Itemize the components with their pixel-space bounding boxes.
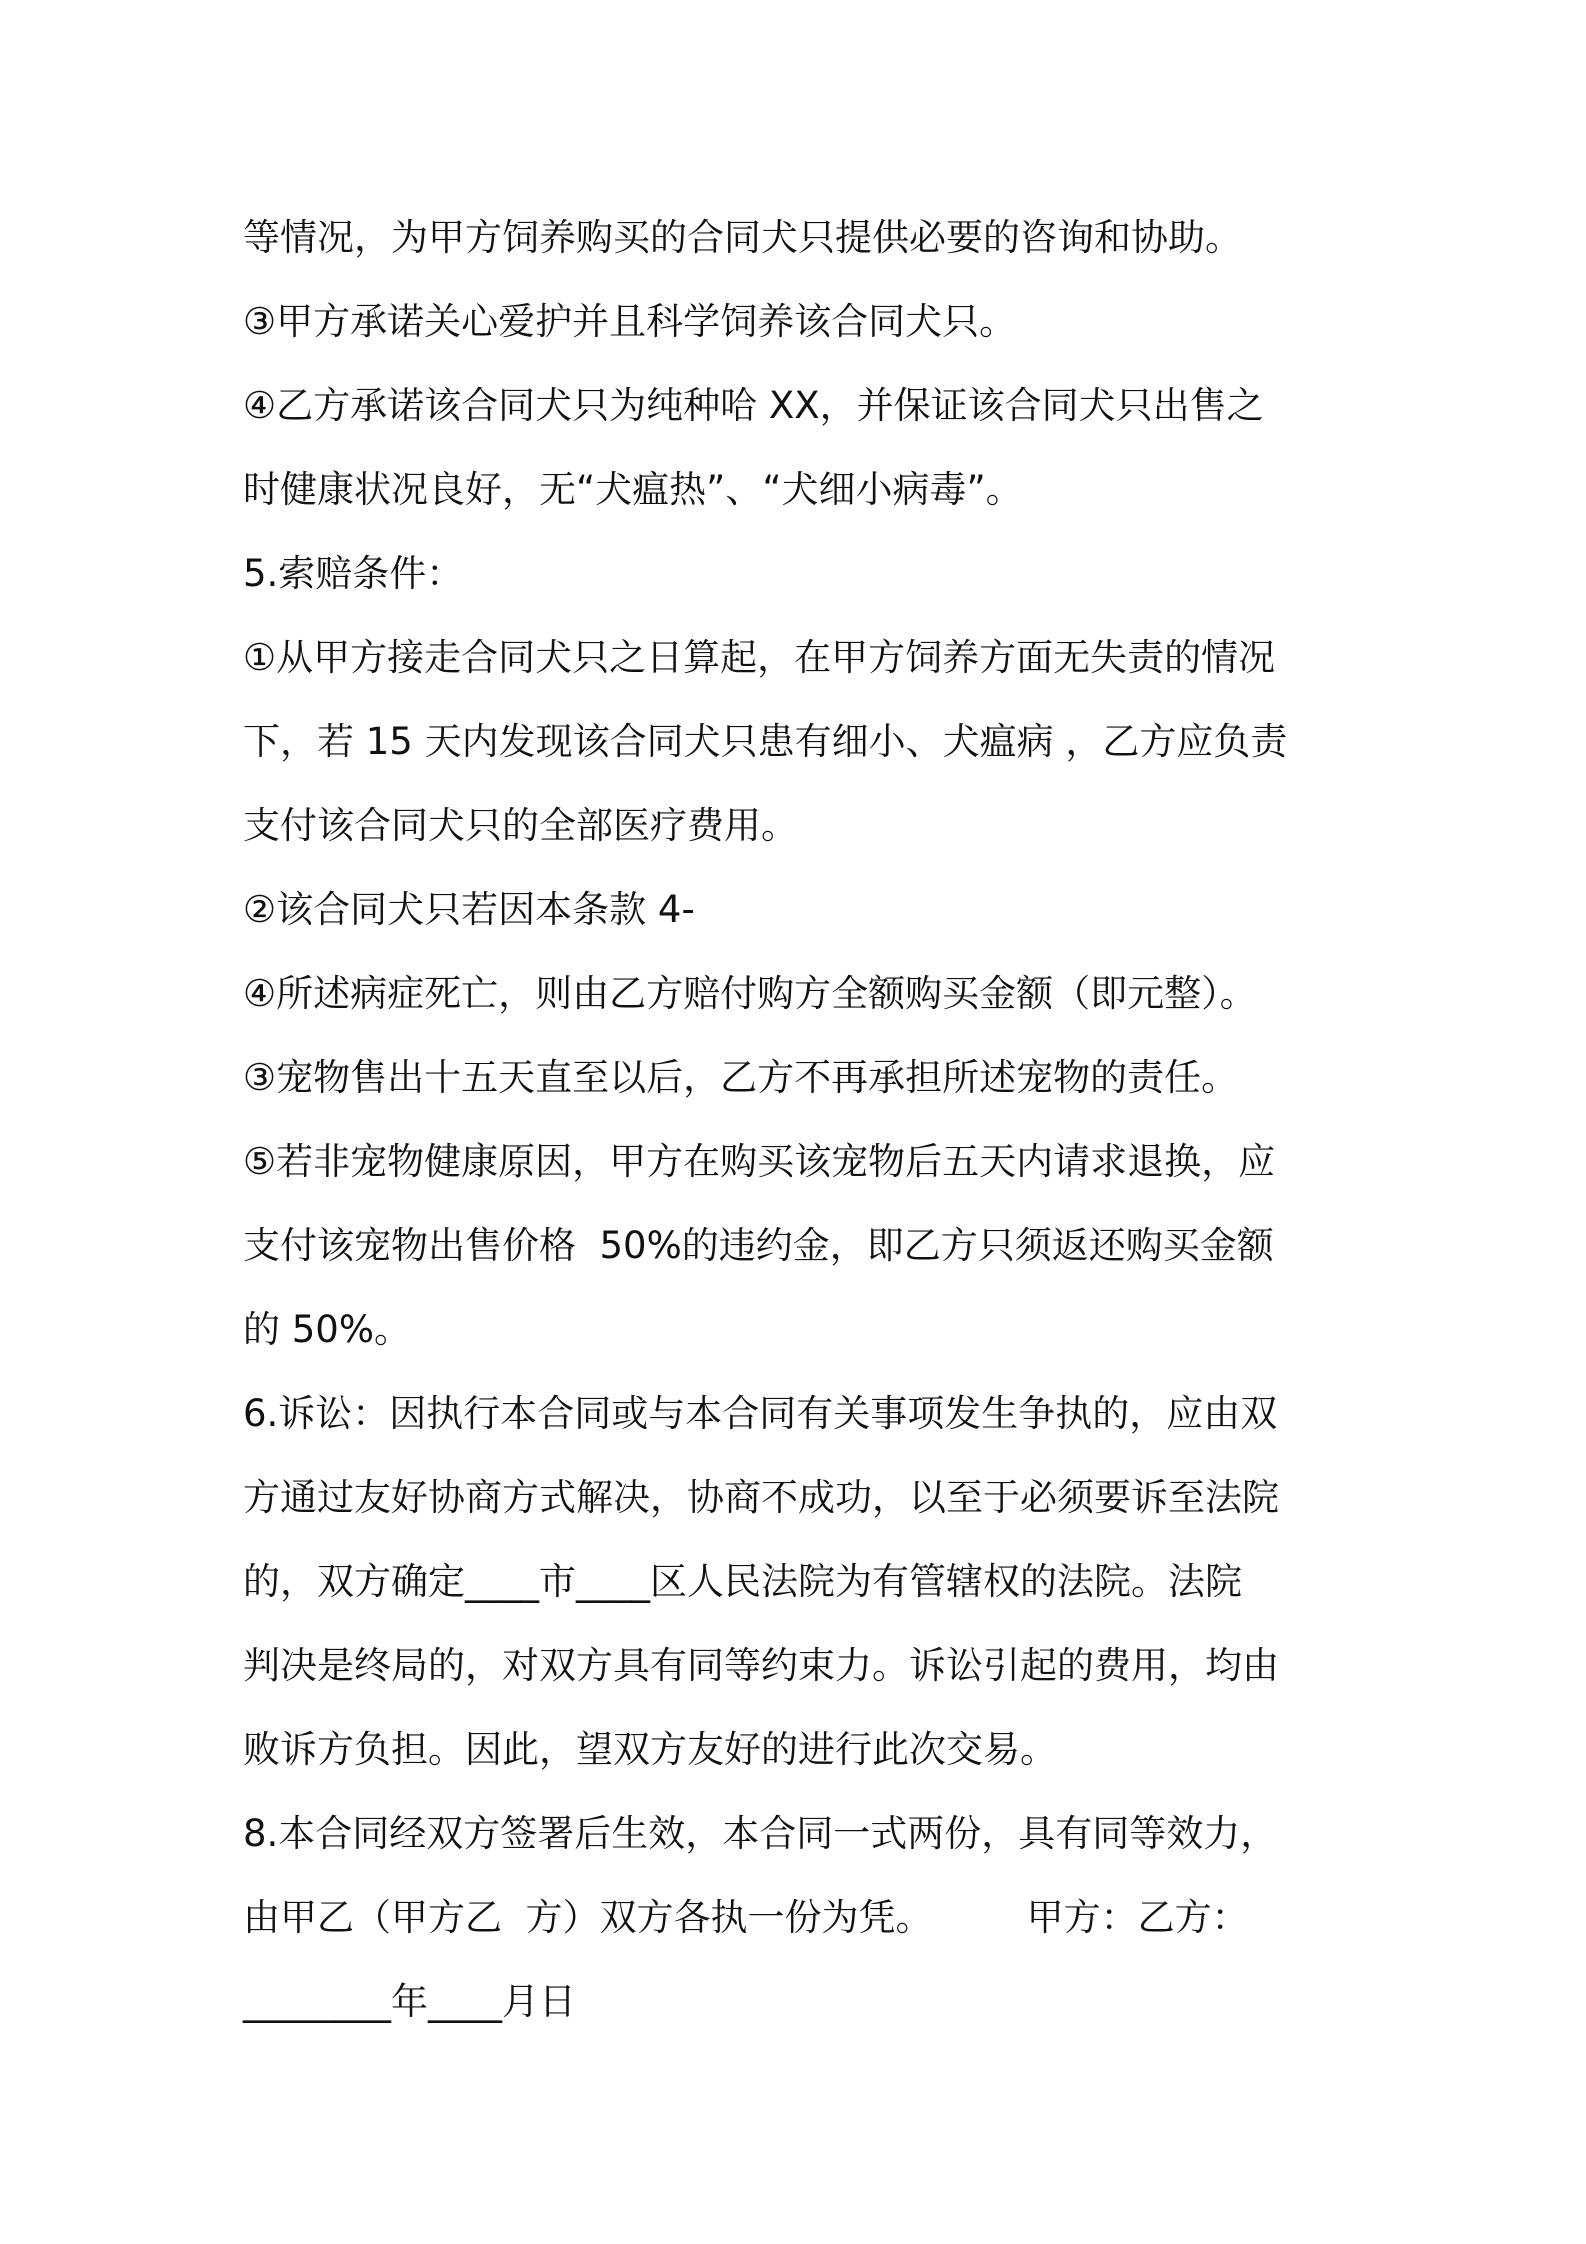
text-line: ②该合同犬只若因本条款 4- xyxy=(243,888,695,931)
text-line: ④乙方承诺该合同犬只为纯种哈 XX，并保证该合同犬只出售之 xyxy=(243,384,1264,427)
text-line: 时健康状况良好，无“犬瘟热”、“犬细小病毒”。 xyxy=(243,468,1023,511)
text-line: ④所述病症死亡，则由乙方赔付购方全额购买金额（即元整）。 xyxy=(243,972,1257,1015)
text-line: ③宠物售出十五天直至以后，乙方不再承担所述宠物的责任。 xyxy=(243,1056,1239,1099)
text-line: 支付该宠物出售价格 50%的违约金，即乙方只须返还购买金额 xyxy=(243,1224,1274,1267)
text-line: 判决是终局的，对双方具有同等约束力。诉讼引起的费用，均由 xyxy=(243,1644,1279,1687)
section-heading: 6.诉讼：因执行本合同或与本合同有关事项发生争执的，应由双 xyxy=(243,1392,1278,1435)
text-line: 下，若 15 天内发现该合同犬只患有细小、犬瘟病 ，乙方应负责 xyxy=(243,720,1288,763)
text-line: 方通过友好协商方式解决，协商不成功，以至于必须要诉至法院 xyxy=(243,1476,1279,1519)
text-line: 支付该合同犬只的全部医疗费用。 xyxy=(243,804,798,847)
text-line: ①从甲方接走合同犬只之日算起，在甲方饲养方面无失责的情况 xyxy=(243,636,1276,679)
section-heading: 8.本合同经双方签署后生效，本合同一式两份，具有同等效力， xyxy=(243,1812,1278,1855)
text-line: 的，双方确定____市____区人民法院为有管辖权的法院。法院 xyxy=(243,1560,1242,1603)
text-line: 的 50%。 xyxy=(243,1308,411,1351)
date-line: ________年____月日 xyxy=(243,1980,576,2023)
signature-line: 由甲乙（甲方乙 方）双方各执一份为凭。 甲方：乙方： xyxy=(243,1896,1249,1939)
text-line: ③甲方承诺关心爱护并且科学饲养该合同犬只。 xyxy=(243,300,1017,343)
contract-text xyxy=(243,196,1363,2044)
section-heading: 5.索赔条件： xyxy=(243,552,464,595)
text-line: 等情况，为甲方饲养购买的合同犬只提供必要的咨询和协助。 xyxy=(243,216,1242,259)
text-line: ⑤若非宠物健康原因，甲方在购买该宠物后五天内请求退换，应 xyxy=(243,1140,1276,1183)
text-line: 败诉方负担。因此，望双方友好的进行此次交易。 xyxy=(243,1728,1057,1771)
